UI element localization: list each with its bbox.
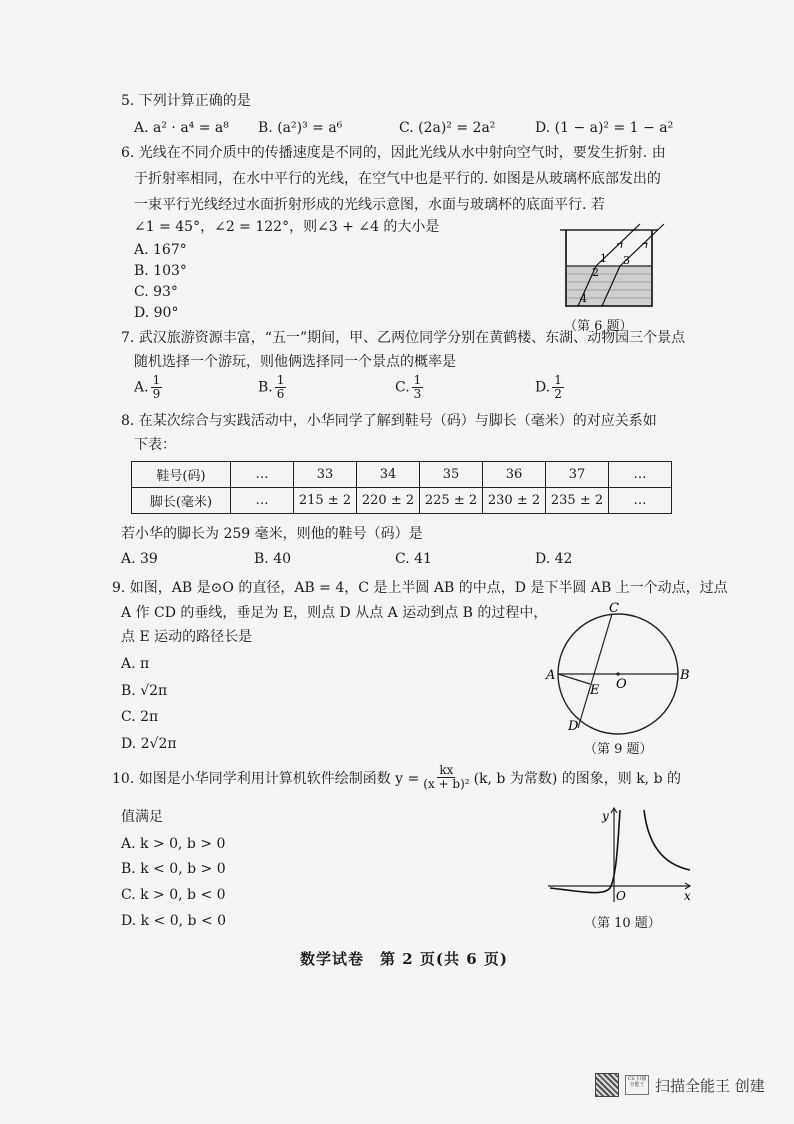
label-c: C [609,602,619,616]
q6-option-d: D. 90° [134,305,179,321]
table-cell: … [609,462,672,488]
label-o: O [616,677,627,692]
angle-label-1: 1 [600,252,607,265]
label-a: A [546,668,556,683]
scanner-logo: CS 扫描全能王 [625,1075,649,1095]
q10-line2: 值满足 [121,809,163,825]
table-row [132,488,672,514]
table-cell: 215 ± 2 [294,488,357,514]
q8-line2: 下表： [134,437,176,453]
q10-option-b: B. k < 0, b > 0 [121,861,226,877]
q7-option-b: B. $\frac{1}{6}$ [258,373,285,401]
table-header-cell: 鞋号(码) [132,462,231,488]
q7-line1: 7. 武汉旅游资源丰富，“五一”期间，甲、乙两位同学分别在黄鹤楼、东湖、动物园三个景点 [121,330,686,346]
table-header-cell: 脚长(毫米) [132,488,231,514]
q6-caption: （第 6 题） [564,319,633,334]
label-b: B [680,668,690,683]
q10-caption: （第 10 题） [584,916,661,931]
curve-right-branch [644,810,690,870]
segment-ae [558,674,590,684]
label-d: D [568,719,579,734]
label-origin: O [616,889,626,903]
arrow-icon [642,243,647,248]
q8-option-d: D. 42 [535,551,573,567]
q5-option-b: B. (a²)³ = a⁶ [258,120,343,136]
shoe-size-table [131,461,672,514]
q9-circle-figure [540,602,690,738]
q8-option-a: A. 39 [121,551,158,567]
page-footer: 数学试卷 第 2 页(共 6 页) [300,950,508,968]
table-cell: 37 [546,462,609,488]
q6-option-a: A. 167° [134,242,187,258]
q7-line2: 随机选择一个游玩，则他俩选择同一个景点的概率是 [134,354,456,370]
q5-stem: 5. 下列计算正确的是 [121,93,251,109]
q10-graph-figure [544,804,694,904]
table-cell: … [231,488,294,514]
q6-option-c: C. 93° [134,284,178,300]
q9-option-c: C. 2π [121,709,159,725]
center-point [616,672,619,675]
q8-after-text: 若小华的脚长为 259 毫米，则他的鞋号（码）是 [121,526,423,542]
angle-label-4: 4 [580,292,587,305]
table-cell: … [231,462,294,488]
watermark-text: 扫描全能王 创建 [655,1076,765,1095]
angle-label-3: 3 [623,254,630,267]
q9-option-a: A. π [121,656,150,672]
chord-cd [578,614,612,728]
angle-label-2: 2 [592,266,599,279]
q6-line2: 于折射率相同，在水中平行的光线，在空气中也是平行的. 如图是从玻璃杯底部发出的 [134,171,661,187]
table-cell: 33 [294,462,357,488]
q9-option-d: D. 2√2π [121,736,177,752]
q6-glass-figure [556,222,676,314]
table-cell: … [609,488,672,514]
curve-left-branch [550,810,620,893]
q6-line4: ∠1 = 45°，∠2 = 122°，则∠3 + ∠4 的大小是 [134,219,440,235]
qr-code-icon [595,1073,619,1097]
table-cell: 35 [420,462,483,488]
q8-option-c: C. 41 [395,551,432,567]
table-cell: 230 ± 2 [483,488,546,514]
scanner-watermark [595,1073,765,1097]
table-cell: 36 [483,462,546,488]
q5-option-a: A. a² · a⁴ = a⁸ [134,120,229,136]
table-cell: 34 [357,462,420,488]
q6-line3: 一束平行光线经过水面折射形成的光线示意图，水面与玻璃杯的底面平行. 若 [134,197,605,213]
q8-option-b: B. 40 [254,551,292,567]
q9-line1: 9. 如图，AB 是⊙O 的直径，AB = 4，C 是上半圆 AB 的中点，D 是下半圆 AB 上一个动点，过点 [112,580,728,596]
q6-line1: 6. 光线在不同介质中的传播速度是不同的，因此光线从水中射向空气时，要发生折射. 由 [121,145,666,161]
q10-option-a: A. k > 0, b > 0 [121,836,226,852]
q7-option-a: A. $\frac{1}{9}$ [134,373,161,401]
q7-option-d: D. $\frac{1}{2}$ [535,373,562,401]
q5-option-c: C. (2a)² = 2a² [399,120,496,136]
q9-line3: 点 E 运动的路径长是 [121,629,253,645]
q10-option-c: C. k > 0, b < 0 [121,887,226,903]
q10-option-d: D. k < 0, b < 0 [121,913,227,929]
label-y: y [602,809,609,823]
q9-caption: （第 9 题） [584,742,653,757]
table-cell: 235 ± 2 [546,488,609,514]
label-x: x [684,889,691,903]
label-e: E [590,683,600,698]
table-row [132,462,672,488]
q10-line1: 10. 如图是小华同学利用计算机软件绘制函数 y = $\frac{kx}{\text{(x + b)²}}$ (k, b 为常数) 的图象，则 k, b 的 [112,763,681,791]
q9-option-b: B. √2π [121,683,168,699]
q7-option-c: C. $\frac{1}{3}$ [395,373,422,401]
q5-option-d: D. (1 − a)² = 1 − a² [535,120,674,136]
table-cell: 220 ± 2 [357,488,420,514]
q6-option-b: B. 103° [134,263,187,279]
table-cell: 225 ± 2 [420,488,483,514]
q9-line2: A 作 CD 的垂线，垂足为 E，则点 D 从点 A 运动到点 B 的过程中， [121,605,548,621]
q8-line1: 8. 在某次综合与实践活动中，小华同学了解到鞋号（码）与脚长（毫米）的对应关系如 [121,413,657,429]
